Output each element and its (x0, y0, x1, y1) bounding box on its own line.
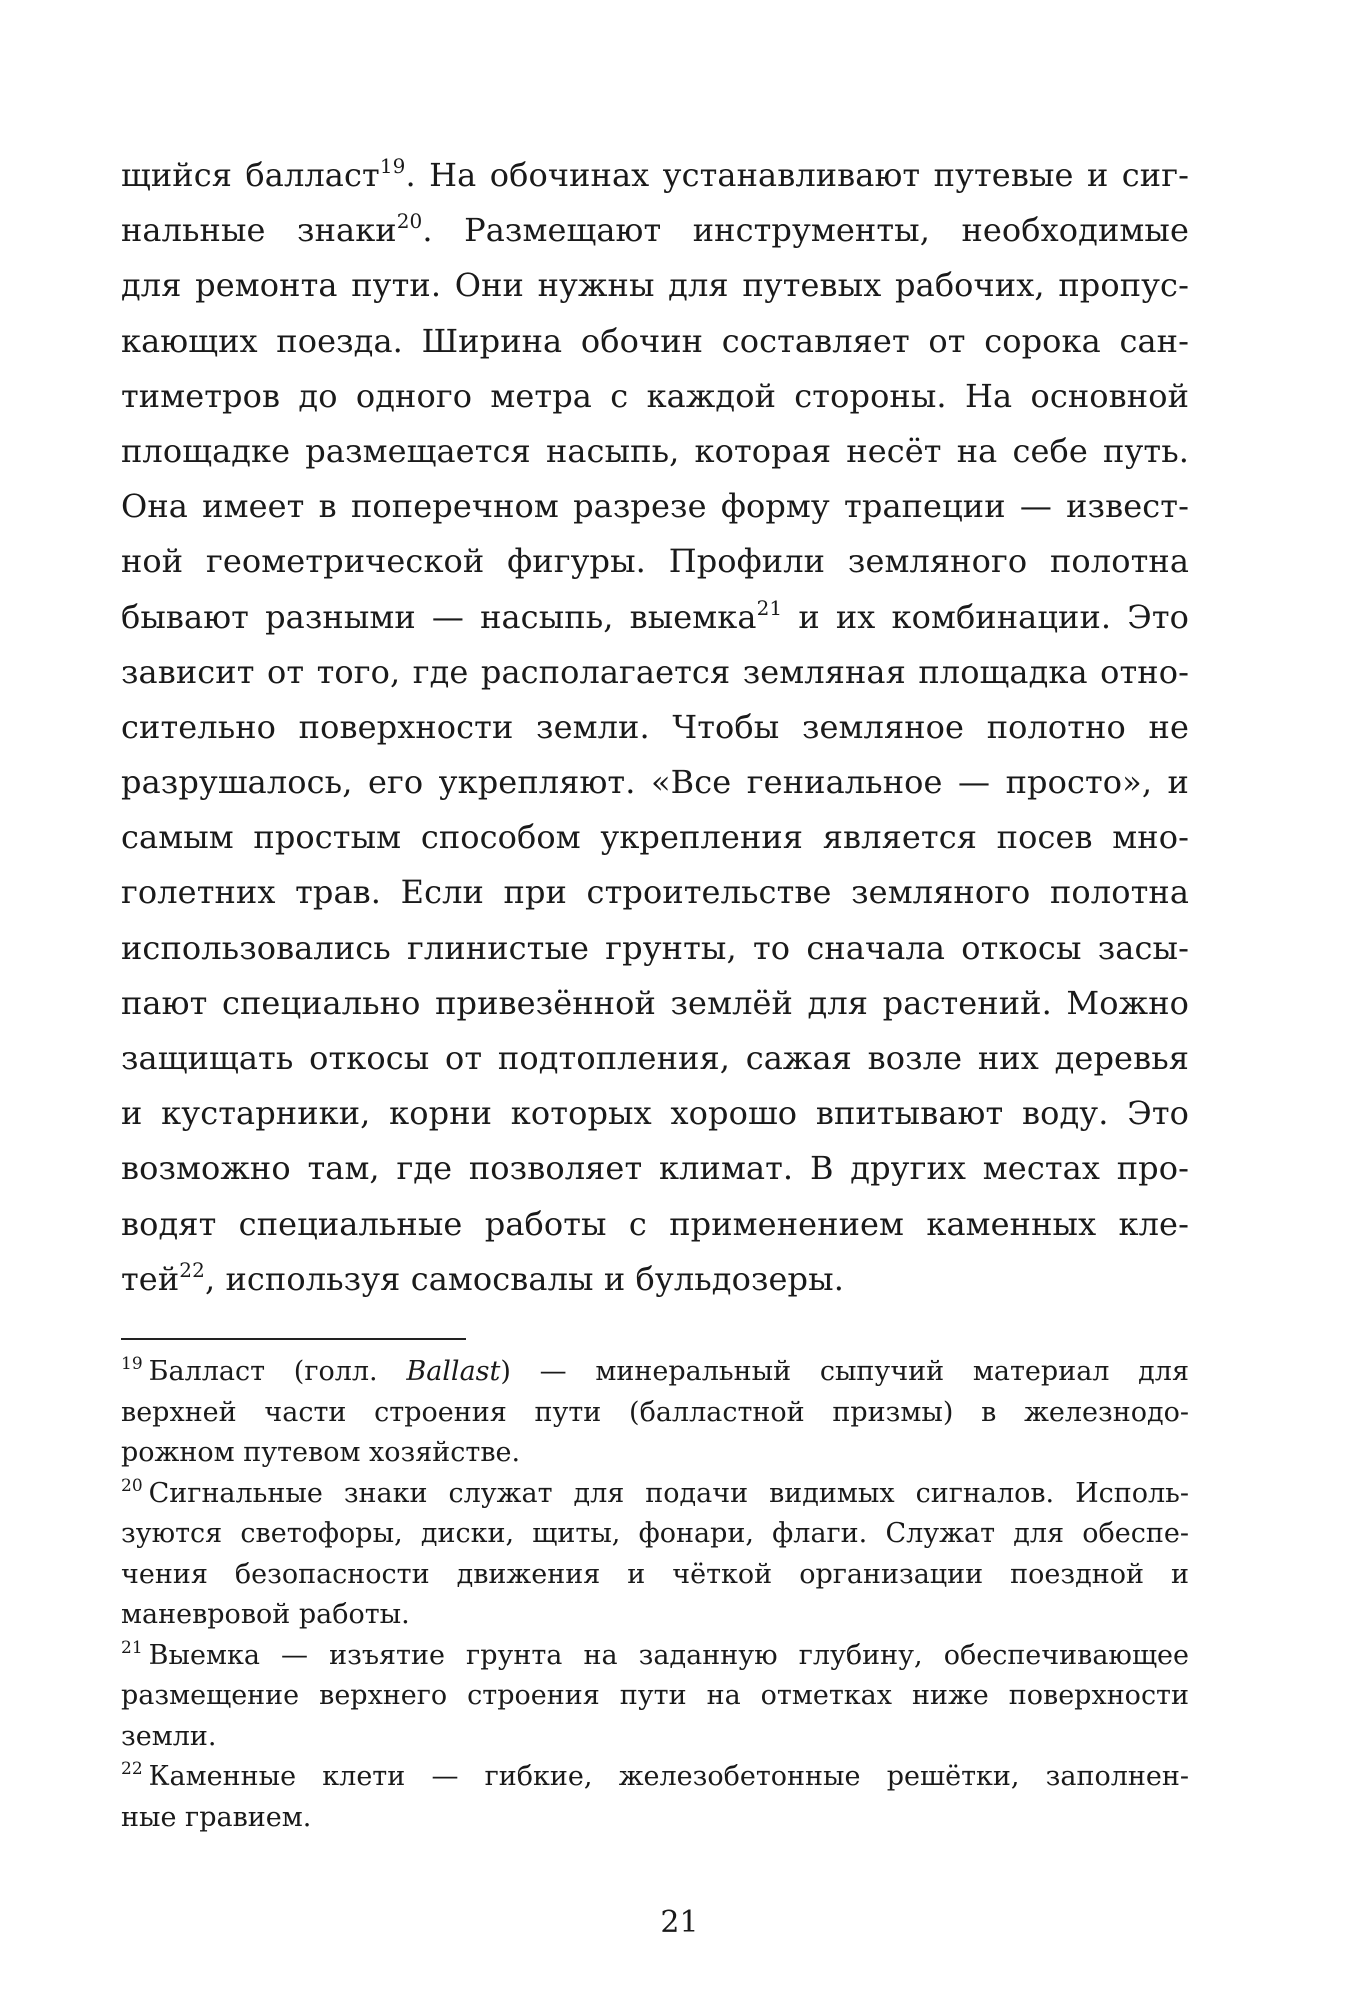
footnote-separator (121, 1338, 466, 1340)
footnote-line: размещение верхнего строения пути на отметках ниже поверхности (121, 1680, 1189, 1711)
footnote-line: ные гравием. (121, 1801, 312, 1833)
footnote-line: рожном путевом хозяйстве. (121, 1437, 521, 1468)
footnotes (121, 1352, 1189, 1838)
page-number: 21 (660, 1905, 699, 1940)
body-line: пают специально привезённой землёй для растений. Можно (121, 983, 1189, 1022)
body-text (121, 148, 1189, 1307)
body-line: голетних трав. Если при строительстве земляного полотна (121, 873, 1189, 912)
footnote-line: маневровой работы. (121, 1599, 410, 1630)
body-line: тиметров до одного метра с каждой стороны. На основной (121, 376, 1189, 415)
body-line: нальные знаки$^{20}$. Размещают инструменты, необходимые (121, 209, 1189, 250)
footnote-19: $^{19}$ Балласт (голл. Ballast) — минеральный сыпучий материал для (121, 1354, 1189, 1387)
body-line: щийся балласт$^{19}$. На обочинах устанавливают путевые и сиг- (121, 154, 1189, 194)
body-line: защищать откосы от подтопления, сажая возле них деревья (121, 1039, 1189, 1077)
body-line: для ремонта пути. Они нужны для путевых рабочих, пропус- (121, 266, 1189, 305)
body-line: сительно поверхности земли. Чтобы земляное полотно не (121, 707, 1189, 746)
body-line: площадке размещается насыпь, которая несёт на себе путь. (121, 431, 1189, 470)
footnote-line: земли. (121, 1720, 217, 1752)
footnote-ref: 22 (179, 1257, 205, 1282)
footnote-20: $^{20}$ Сигнальные знаки служат для подачи видимых сигналов. Исполь- (121, 1475, 1189, 1509)
footnote-line: чения безопасности движения и чёткой организации поездной и (121, 1558, 1189, 1590)
body-line: возможно там, где позволяет климат. В других местах про- (121, 1149, 1189, 1188)
body-line: Она имеет в поперечном разрезе форму трапеции — извест- (121, 487, 1189, 526)
body-line: использовались глинистые грунты, то сначала откосы засы- (121, 928, 1189, 967)
footnote-21: $^{21}$ Выемка — изъятие грунта на заданную глубину, обеспечивающее (121, 1637, 1189, 1671)
footnote-ref: 21 (756, 595, 783, 620)
body-line: самым простым способом укрепления является посев мно- (121, 818, 1189, 857)
body-line: ной геометрической фигуры. Профили земляного полотна (121, 542, 1189, 581)
body-line: и кустарники, корни которых хорошо впитывают воду. Это (121, 1094, 1189, 1133)
footnote-22: $^{22}$ Каменные клети — гибкие, железобетонные решётки, заполнен- (121, 1759, 1189, 1792)
body-line: водят специальные работы с применением каменных кле- (121, 1204, 1189, 1243)
body-line: кающих поезда. Ширина обочин составляет от сорока сан- (121, 321, 1189, 360)
body-line: разрушалось, его укрепляют. «Все гениальное — просто», и (121, 763, 1189, 802)
body-line: бывают разными — насыпь, выемка$^{21}$ и их комбинации. Это (121, 595, 1189, 636)
footnote-line: верхней части строения пути (балластной призмы) в железнодо- (121, 1396, 1189, 1428)
footnote-ref: 20 (396, 209, 423, 234)
footnote-ref: 19 (379, 154, 406, 178)
footnote-line: зуются светофоры, диски, щиты, фонари, флаги. Служат для обеспе- (121, 1518, 1189, 1549)
body-line: зависит от того, где располагается земляная площадка отно- (121, 652, 1189, 691)
body-line: тей$^{22}$, используя самосвалы и бульдозеры. (121, 1257, 844, 1298)
